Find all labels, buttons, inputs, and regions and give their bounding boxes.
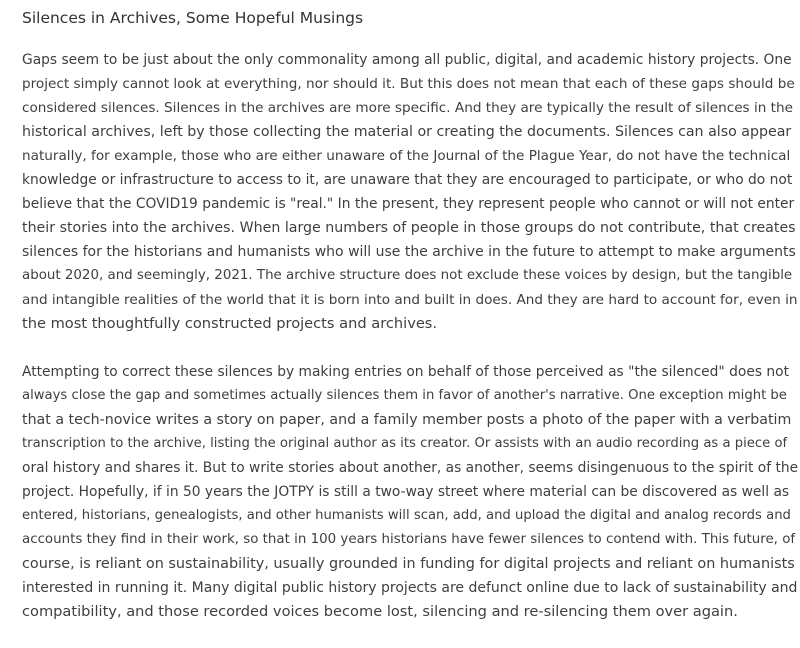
paragraph-line: project. Hopefully, if in 50 years the JOTPY is still a two-way street where material can be discovered as well as bbox=[22, 484, 790, 500]
paragraph-line: transcription to the archive, listing the original author as its creator. Or assists with an audio recording as a piece of bbox=[22, 436, 788, 451]
paragraph-line: interested in running it. Many digital public history projects are defunct online due to lack of sustainability and bbox=[22, 580, 798, 596]
paragraph-line: project simply cannot look at everything, nor should it. But this does not mean that each of these gaps should be bbox=[22, 76, 795, 92]
paragraph-line: course, is reliant on sustainability, usually grounded in funding for digital projects and reliant on humanists bbox=[22, 556, 795, 572]
paragraph-line: accounts they find in their work, so that in 100 years historians have fewer silences to contend with. This future, of bbox=[22, 532, 796, 547]
paragraph-line: compatibility, and those recorded voices become lost, silencing and re-silencing them over again. bbox=[22, 603, 738, 620]
article bbox=[22, 8, 798, 648]
paragraph-line: always close the gap and sometimes actually silences them in favor of another's narrative. One exception might be bbox=[22, 388, 787, 403]
paragraph-line: Attempting to correct these silences by making entries on behalf of those perceived as "the silenced" does not bbox=[22, 364, 789, 380]
paragraph-line: silences for the historians and humanists who will use the archive in the future to attempt to make arguments bbox=[22, 244, 796, 260]
paragraph-line: about 2020, and seemingly, 2021. The archive structure does not exclude these voices by design, but the tangible bbox=[22, 268, 793, 283]
paragraph-line: Gaps seem to be just about the only commonality among all public, digital, and academic history projects. One bbox=[22, 52, 792, 68]
paragraph-line: that a tech-novice writes a story on paper, and a family member posts a photo of the paper with a verbatim bbox=[22, 412, 792, 428]
paragraph-line: the most thoughtfully constructed projects and archives. bbox=[22, 315, 438, 332]
paragraph-2 bbox=[22, 360, 798, 624]
paragraph-line: their stories into the archives. When large numbers of people in those groups do not contribute, that creates bbox=[22, 220, 796, 236]
paragraph-line: naturally, for example, those who are either unaware of the Journal of the Plague Year, do not have the technical bbox=[22, 148, 791, 164]
paragraph-line: oral history and shares it. But to write stories about another, as another, seems disingenuous to the spirit of the bbox=[22, 460, 799, 476]
paragraph-line: historical archives, left by those collecting the material or creating the documents. Silences can also appear bbox=[22, 124, 792, 140]
paragraph-1 bbox=[22, 48, 798, 336]
paragraph-line: entered, historians, genealogists, and other humanists will scan, add, and upload the digital and analog records and bbox=[22, 508, 791, 523]
paragraph-line: considered silences. Silences in the archives are more specific. And they are typically the result of silences in the bbox=[22, 100, 793, 116]
article-title: Silences in Archives, Some Hopeful Musings bbox=[22, 9, 364, 27]
paragraph-line: believe that the COVID19 pandemic is "real." In the present, they represent people who cannot or will not enter bbox=[22, 196, 795, 212]
paragraph-line: and intangible realities of the world that it is born into and built in does. And they are hard to account for, even in bbox=[22, 292, 798, 308]
paragraph-line: knowledge or infrastructure to access to it, are unaware that they are encouraged to participate, or who do not bbox=[22, 172, 793, 188]
